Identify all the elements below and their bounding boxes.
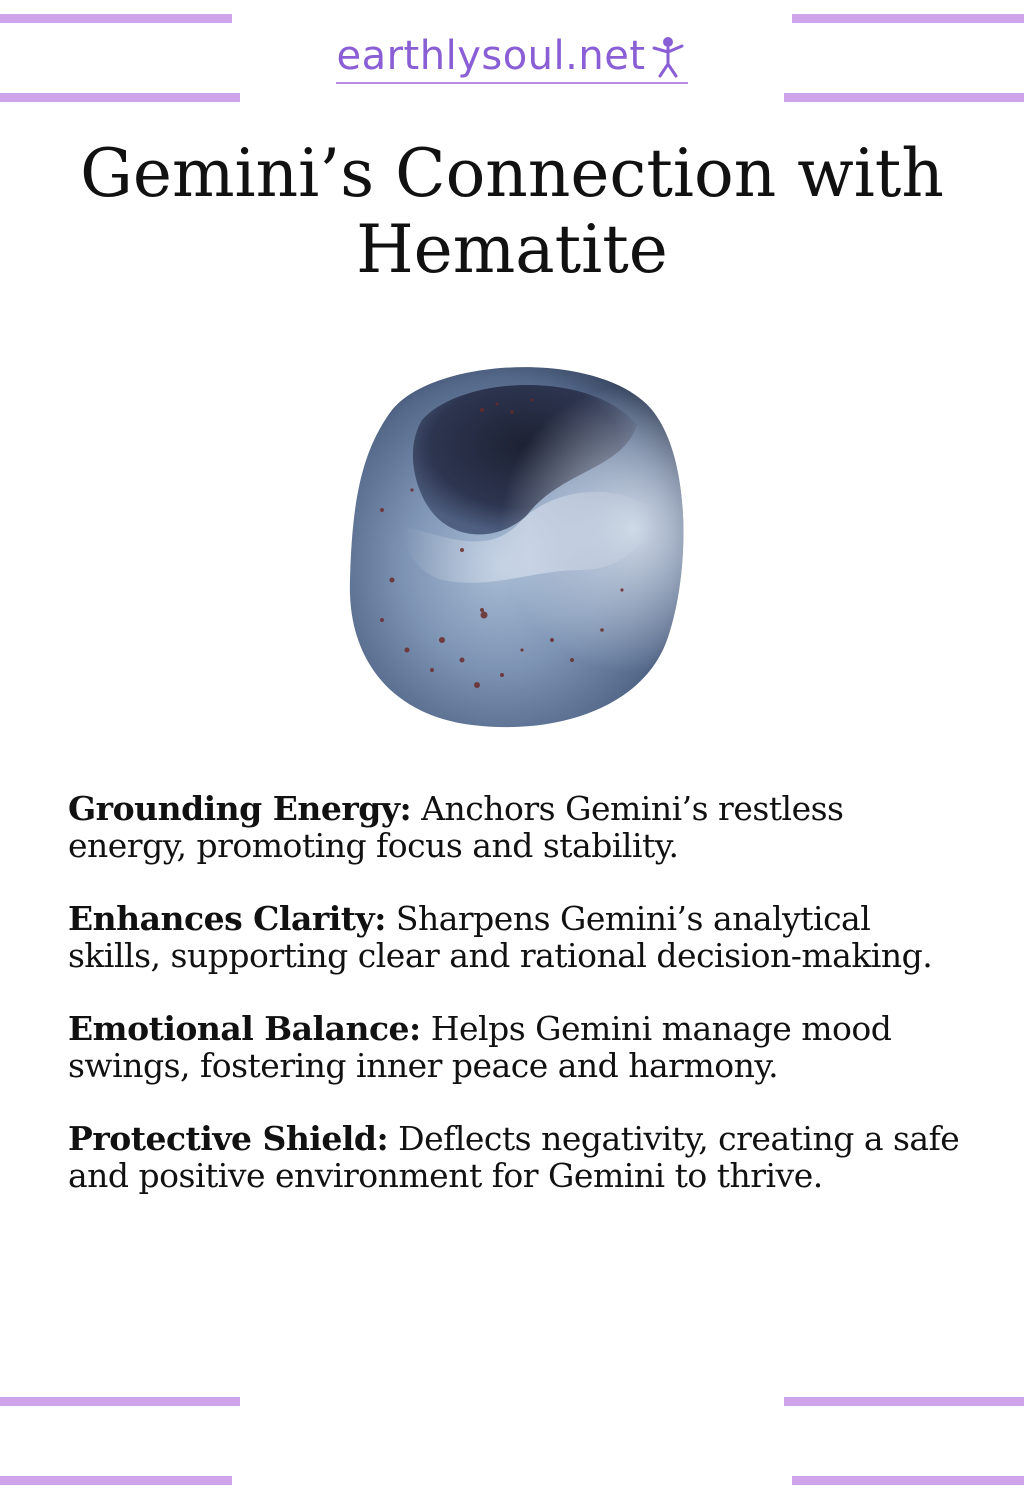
decorative-bar-bottom-left-2 (0, 1476, 232, 1485)
decorative-bar-bottom-right-2 (792, 1476, 1024, 1485)
meditation-figure-icon (648, 34, 688, 78)
benefit-text: Anchors Gemini’s restless energy, promoting focus and stability. (68, 789, 844, 865)
logo-container (336, 34, 687, 84)
benefits-list (68, 790, 968, 1230)
page-title: Gemini’s Connection with Hematite (80, 135, 944, 288)
benefit-text: Helps Gemini manage mood swings, fostering inner peace and harmony. (68, 1009, 892, 1085)
benefit-label: Emotional Balance: (68, 1009, 421, 1048)
benefit-grounding-energy (68, 790, 968, 864)
site-logo[interactable] (0, 34, 1024, 84)
benefit-protective-shield (68, 1120, 968, 1194)
decorative-bar-top-left-1 (0, 14, 232, 23)
hematite-stone-image (322, 340, 702, 740)
benefit-label: Grounding Energy: (68, 789, 412, 828)
decorative-bar-bottom-left-1 (0, 1397, 240, 1406)
decorative-bar-bottom-right-1 (784, 1397, 1024, 1406)
decorative-bar-top-right-2 (784, 93, 1024, 102)
benefit-text: Deflects negativity, creating a safe and positive environment for Gemini to thrive. (68, 1119, 960, 1195)
benefit-label: Enhances Clarity: (68, 899, 386, 938)
logo-text: earthlysoul.net (336, 33, 646, 79)
decorative-bar-top-left-2 (0, 93, 240, 102)
benefit-enhances-clarity (68, 900, 968, 974)
benefit-text: Sharpens Gemini’s analytical skills, supporting clear and rational decision-making. (68, 899, 933, 975)
hematite-stone-icon (322, 340, 702, 740)
benefit-label: Protective Shield: (68, 1119, 389, 1158)
benefit-emotional-balance (68, 1010, 968, 1084)
decorative-bar-top-right-1 (792, 14, 1024, 23)
